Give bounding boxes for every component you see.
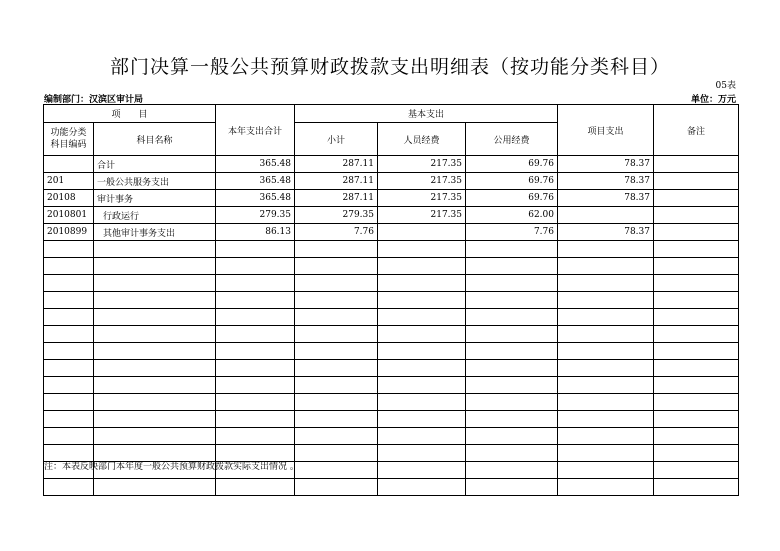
- cell-code: [44, 309, 94, 326]
- cell-public: 62.00: [466, 207, 558, 224]
- header-func-code: 功能分类科目编码: [44, 123, 94, 156]
- table-row: [44, 275, 739, 292]
- cell-personnel: 217.35: [378, 190, 466, 207]
- department-label: 编制部门：汉滨区审计局: [44, 95, 144, 105]
- cell-subject-name: [94, 360, 216, 377]
- cell-subject-name: [94, 309, 216, 326]
- cell-code: [44, 275, 94, 292]
- cell-code: [44, 343, 94, 360]
- cell-total: [216, 394, 295, 411]
- cell-personnel: [378, 224, 466, 241]
- cell-subject-name: [94, 292, 216, 309]
- cell-public: 7.76: [466, 224, 558, 241]
- cell-total: [216, 309, 295, 326]
- header-subject-name: 科目名称: [94, 123, 216, 156]
- cell-project: [558, 445, 654, 462]
- cell-code: [44, 292, 94, 309]
- cell-personnel: [378, 292, 466, 309]
- cell-code: 201: [44, 173, 94, 190]
- cell-public: [466, 479, 558, 496]
- cell-remark: [654, 326, 739, 343]
- cell-personnel: [378, 411, 466, 428]
- cell-personnel: [378, 394, 466, 411]
- cell-project: [558, 377, 654, 394]
- cell-public: [466, 241, 558, 258]
- cell-code: [44, 360, 94, 377]
- cell-remark: [654, 411, 739, 428]
- cell-code: [44, 258, 94, 275]
- table-row: [44, 173, 739, 190]
- cell-project: [558, 207, 654, 224]
- table-row: [44, 309, 739, 326]
- cell-public: [466, 394, 558, 411]
- cell-remark: [654, 479, 739, 496]
- cell-project: [558, 428, 654, 445]
- cell-code: 2010801: [44, 207, 94, 224]
- cell-total: [216, 428, 295, 445]
- header-remark: 备注: [654, 105, 739, 156]
- cell-public: [466, 428, 558, 445]
- cell-project: [558, 326, 654, 343]
- header-item: 项 目: [44, 105, 216, 123]
- cell-total: [216, 326, 295, 343]
- cell-total: [216, 275, 295, 292]
- cell-personnel: [378, 445, 466, 462]
- cell-subject-name: [94, 275, 216, 292]
- cell-project: 78.37: [558, 156, 654, 173]
- cell-remark: [654, 207, 739, 224]
- table-row: [44, 360, 739, 377]
- header-subtotal: 小计: [295, 123, 378, 156]
- cell-code: [44, 241, 94, 258]
- cell-project: [558, 343, 654, 360]
- cell-public: 69.76: [466, 156, 558, 173]
- cell-project: [558, 275, 654, 292]
- cell-public: [466, 462, 558, 479]
- page-title: 部门决算一般公共预算财政拨款支出明细表（按功能分类科目）: [109, 56, 670, 78]
- cell-personnel: [378, 309, 466, 326]
- cell-remark: [654, 462, 739, 479]
- cell-remark: [654, 156, 739, 173]
- cell-remark: [654, 292, 739, 309]
- cell-project: [558, 309, 654, 326]
- cell-public: [466, 343, 558, 360]
- cell-subject-name: 审计事务: [94, 190, 216, 207]
- table-row: [44, 258, 739, 275]
- cell-public: [466, 377, 558, 394]
- cell-remark: [654, 445, 739, 462]
- cell-total: 279.35: [216, 207, 295, 224]
- table-row: [44, 428, 739, 445]
- cell-subtotal: 287.11: [295, 173, 378, 190]
- cell-subtotal: 287.11: [295, 156, 378, 173]
- cell-subject-name: [94, 343, 216, 360]
- table-row: [44, 292, 739, 309]
- cell-subtotal: [295, 292, 378, 309]
- cell-personnel: [378, 275, 466, 292]
- cell-subject-name: [94, 241, 216, 258]
- cell-subject-name: 其他审计事务支出: [94, 224, 216, 241]
- cell-remark: [654, 377, 739, 394]
- cell-project: [558, 479, 654, 496]
- cell-total: [216, 360, 295, 377]
- expenditure-table: [43, 104, 739, 496]
- cell-code: [44, 428, 94, 445]
- cell-subtotal: 279.35: [295, 207, 378, 224]
- cell-subject-name: [94, 377, 216, 394]
- cell-subtotal: 287.11: [295, 190, 378, 207]
- table-row: [44, 207, 739, 224]
- table-body: [44, 156, 739, 496]
- header-project: 项目支出: [558, 105, 654, 156]
- cell-personnel: [378, 462, 466, 479]
- cell-total: [216, 241, 295, 258]
- header-basic: 基本支出: [295, 105, 558, 123]
- cell-public: [466, 360, 558, 377]
- cell-personnel: 217.35: [378, 207, 466, 224]
- cell-remark: [654, 224, 739, 241]
- cell-public: [466, 326, 558, 343]
- cell-remark: [654, 258, 739, 275]
- cell-code: [44, 156, 94, 173]
- cell-subject-name: [94, 326, 216, 343]
- table-row: [44, 377, 739, 394]
- cell-total: 365.48: [216, 173, 295, 190]
- cell-total: [216, 292, 295, 309]
- cell-subtotal: [295, 258, 378, 275]
- table-code: 05表: [715, 81, 736, 91]
- cell-personnel: [378, 241, 466, 258]
- cell-public: [466, 275, 558, 292]
- cell-project: [558, 411, 654, 428]
- cell-remark: [654, 343, 739, 360]
- table-row: [44, 479, 739, 496]
- cell-project: [558, 394, 654, 411]
- cell-personnel: [378, 343, 466, 360]
- table-row: [44, 394, 739, 411]
- cell-personnel: [378, 428, 466, 445]
- cell-project: [558, 360, 654, 377]
- cell-code: [44, 326, 94, 343]
- cell-subtotal: [295, 343, 378, 360]
- cell-remark: [654, 275, 739, 292]
- cell-remark: [654, 173, 739, 190]
- cell-personnel: [378, 326, 466, 343]
- cell-project: [558, 292, 654, 309]
- cell-code: [44, 411, 94, 428]
- cell-code: [44, 377, 94, 394]
- cell-project: [558, 462, 654, 479]
- cell-total: [216, 479, 295, 496]
- cell-subtotal: [295, 326, 378, 343]
- cell-subtotal: [295, 394, 378, 411]
- cell-subtotal: [295, 411, 378, 428]
- cell-subtotal: [295, 479, 378, 496]
- cell-public: 69.76: [466, 190, 558, 207]
- cell-total: [216, 377, 295, 394]
- cell-subject-name: 行政运行: [94, 207, 216, 224]
- cell-personnel: 217.35: [378, 156, 466, 173]
- cell-remark: [654, 190, 739, 207]
- table-row: [44, 224, 739, 241]
- cell-public: 69.76: [466, 173, 558, 190]
- cell-personnel: 217.35: [378, 173, 466, 190]
- header-personnel: 人员经费: [378, 123, 466, 156]
- cell-remark: [654, 394, 739, 411]
- cell-subject-name: [94, 411, 216, 428]
- table-row: [44, 190, 739, 207]
- cell-remark: [654, 360, 739, 377]
- cell-subtotal: [295, 309, 378, 326]
- cell-remark: [654, 241, 739, 258]
- cell-subtotal: [295, 377, 378, 394]
- header-total: 本年支出合计: [216, 105, 295, 156]
- unit-label: 单位：万元: [690, 95, 736, 105]
- cell-total: 365.48: [216, 156, 295, 173]
- cell-project: 78.37: [558, 173, 654, 190]
- cell-subject-name: 合计: [94, 156, 216, 173]
- table-row: [44, 326, 739, 343]
- cell-personnel: [378, 360, 466, 377]
- table-row: [44, 241, 739, 258]
- cell-subject-name: [94, 479, 216, 496]
- cell-total: 365.48: [216, 190, 295, 207]
- cell-public: [466, 445, 558, 462]
- cell-personnel: [378, 377, 466, 394]
- cell-project: 78.37: [558, 190, 654, 207]
- cell-subject-name: [94, 258, 216, 275]
- cell-subtotal: [295, 360, 378, 377]
- cell-subtotal: [295, 445, 378, 462]
- cell-personnel: [378, 258, 466, 275]
- cell-code: [44, 479, 94, 496]
- cell-subtotal: [295, 275, 378, 292]
- cell-total: [216, 258, 295, 275]
- cell-code: 2010899: [44, 224, 94, 241]
- cell-total: 86.13: [216, 224, 295, 241]
- cell-code: [44, 394, 94, 411]
- cell-total: [216, 411, 295, 428]
- cell-remark: [654, 428, 739, 445]
- cell-subject-name: [94, 394, 216, 411]
- cell-subject-name: 一般公共服务支出: [94, 173, 216, 190]
- cell-total: [216, 343, 295, 360]
- cell-subtotal: [295, 428, 378, 445]
- cell-project: 78.37: [558, 224, 654, 241]
- table-row: [44, 411, 739, 428]
- table-row: [44, 156, 739, 173]
- cell-public: [466, 258, 558, 275]
- cell-remark: [654, 309, 739, 326]
- header-public: 公用经费: [466, 123, 558, 156]
- cell-code: 20108: [44, 190, 94, 207]
- cell-subtotal: 7.76: [295, 224, 378, 241]
- cell-subject-name: [94, 428, 216, 445]
- cell-public: [466, 309, 558, 326]
- footnote: 注：本表反映部门本年度一般公共预算财政拨款实际支出情况 。: [44, 462, 299, 472]
- cell-public: [466, 411, 558, 428]
- cell-subtotal: [295, 462, 378, 479]
- cell-subtotal: [295, 241, 378, 258]
- table-row: [44, 343, 739, 360]
- cell-project: [558, 258, 654, 275]
- cell-personnel: [378, 479, 466, 496]
- cell-project: [558, 241, 654, 258]
- cell-public: [466, 292, 558, 309]
